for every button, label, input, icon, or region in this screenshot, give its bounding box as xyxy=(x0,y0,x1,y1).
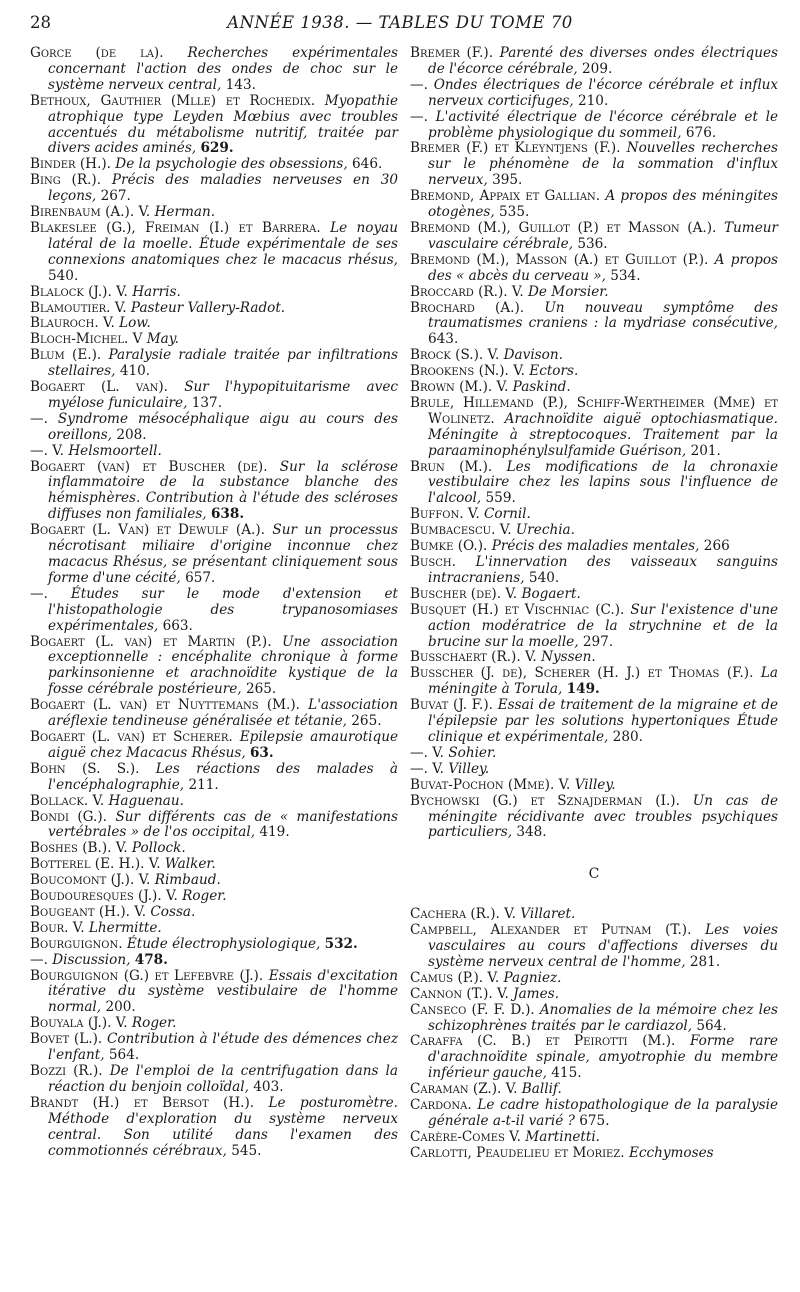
entry-author: —. xyxy=(30,410,48,427)
index-entry xyxy=(410,285,778,301)
entry-title: Essais d'excitation itérative du système vestibulaire de l'homme normal, xyxy=(48,967,398,1016)
page-reference: 410. xyxy=(119,363,151,380)
entry-author: Bovet (L.). xyxy=(30,1031,103,1048)
entry-author: Bumbacescu. V. xyxy=(410,522,512,539)
entry-author: Buffon. V. xyxy=(410,506,480,523)
entry-author: Bychowski (G.) et Sznajderman (I.). xyxy=(410,792,680,809)
entry-title: Villey. xyxy=(448,760,490,777)
index-entry xyxy=(30,905,398,921)
entry-author: Canseco (F. F. D.). xyxy=(410,1001,535,1018)
page-reference: 657. xyxy=(185,569,216,586)
index-entry xyxy=(410,987,778,1003)
index-entry xyxy=(410,1098,778,1130)
entry-title: Essai de traitement de la migraine et de l'épilepsie par les solutions hypertoniques Étude clinique et expérimentale, xyxy=(428,697,778,745)
entry-title: A propos des méningites otogènes, xyxy=(428,188,779,221)
entry-title: Précis des maladies mentales, xyxy=(491,538,700,555)
entry-author: Binder (H.). xyxy=(30,156,111,173)
entry-author: Bogaert (L. van) et Martin (P.). xyxy=(30,633,272,650)
index-entry xyxy=(30,221,398,285)
entry-title: Contribution à l'étude des démences chez l'enfant, xyxy=(48,1031,398,1064)
page-reference: 280. xyxy=(612,728,643,745)
entry-title: Le posturomètre. Méthode d'exploration du système nerveux central. Son utilité dans l'examen des commotionnés cérébraux, xyxy=(48,1094,398,1159)
page-reference: 540. xyxy=(48,267,79,284)
entry-author: Bethoux, Gauthier (Mlle) et Rochedix. xyxy=(30,92,316,109)
page-reference: 643. xyxy=(428,331,459,348)
index-entry xyxy=(410,364,778,380)
entry-author: Bondi (G.). xyxy=(30,808,107,825)
entry-title: De Morsier. xyxy=(528,283,609,300)
entry-title: Rimbaud. xyxy=(154,872,221,889)
entry-author: —. xyxy=(410,76,428,93)
entry-author: Bourguignon (G.) et Lefebvre (J.). xyxy=(30,967,264,984)
entry-title: Sur l'existence d'une action modératrice de la strychnine et de la brucine sur la moelle, xyxy=(428,601,778,650)
page-reference: 210. xyxy=(578,92,609,109)
entry-author: Boshes (B.). V. xyxy=(30,840,128,857)
entry-title: Sur un processus nécrotisant miliaire d'origine inconnue chez macacus Rhésus, se présentant cliniquement sous forme d'une cécité, xyxy=(48,522,398,586)
entry-title: Tumeur vasculaire cérébrale, xyxy=(428,219,778,252)
index-entry xyxy=(410,507,778,523)
entry-author: Bouyala (J.). V. xyxy=(30,1015,128,1032)
entry-title: Walker. xyxy=(164,856,216,873)
entry-title: Une association exceptionnelle : encéphalite chronique à forme parkinsonienne et arachnoïdite kystique de la fosse cérébrale postérieure, xyxy=(48,633,398,698)
entry-title: Parenté des diverses ondes électriques de l'écorce cérébrale, xyxy=(428,45,778,77)
entry-author: Caraffa (C. B.) et Peirotti (M.). xyxy=(410,1033,676,1050)
entry-title: Urechia. xyxy=(515,522,575,539)
index-entry xyxy=(410,460,778,508)
index-entry xyxy=(410,778,778,794)
page-reference: 297. xyxy=(582,633,614,650)
index-entry xyxy=(30,348,398,380)
entry-title: A propos des « abcès du cerveau », xyxy=(428,251,778,284)
right-column xyxy=(410,46,778,1162)
index-entry xyxy=(30,46,398,94)
index-entry xyxy=(30,921,398,937)
page-reference: 137. xyxy=(191,394,223,411)
entry-author: Broccard (R.). V. xyxy=(410,283,524,300)
page-reference: 348. xyxy=(516,824,547,841)
entry-author: Bremer (F.) et Kleyntjens (F.). xyxy=(410,140,621,157)
index-entry xyxy=(30,1016,398,1032)
entry-title: Martinetti. xyxy=(525,1128,601,1145)
index-entry xyxy=(30,1032,398,1064)
index-entry xyxy=(410,1034,778,1082)
entry-title: Lhermitte. xyxy=(88,919,162,936)
entry-author: Buscher (de). V. xyxy=(410,585,518,602)
index-entry xyxy=(30,953,398,969)
index-entry xyxy=(410,762,778,778)
entry-author: Brock (S.). V. xyxy=(410,347,500,364)
index-entry xyxy=(410,587,778,603)
page-reference: 265. xyxy=(245,681,277,698)
entry-title: Un nouveau symptôme des traumatismes craniens : la mydriase consécutive, xyxy=(428,299,778,332)
index-entry xyxy=(410,380,778,396)
page-reference: 208. xyxy=(116,426,147,443)
entry-author: Busschaert (R.). V. xyxy=(410,649,537,666)
entry-author: Bremer (F.). xyxy=(410,45,494,61)
entry-author: Bougeant (H.). V. xyxy=(30,903,147,920)
entry-title: Helsmoortell. xyxy=(68,442,162,459)
entry-author: Carlotti, Peaudelieu et Moriez. xyxy=(410,1144,625,1161)
page-reference: 200. xyxy=(105,999,136,1016)
entry-author: Blakeslee (G.), Freiman (I.) et Barrera. xyxy=(30,219,321,236)
index-entry xyxy=(30,205,398,221)
entry-author: Cachera (R.). V. xyxy=(410,906,516,923)
entry-author: Campbell, Alexander et Putnam (T.). xyxy=(410,922,692,939)
page-reference: 201. xyxy=(690,442,721,459)
index-entry xyxy=(30,523,398,587)
page-reference: 281. xyxy=(689,953,721,970)
page-reference: 63. xyxy=(249,744,274,761)
entry-author: Bumke (O.). xyxy=(410,538,488,555)
index-entry xyxy=(410,253,778,285)
entry-title: Précis des maladies nerveuses en 30 leçons, xyxy=(48,172,399,205)
entry-author: Blum (E.). xyxy=(30,347,102,364)
entry-author: Brandt (H.) et Bersot (H.). xyxy=(30,1094,255,1111)
page-reference: 149. xyxy=(566,681,600,698)
entry-author: Bing (R.). xyxy=(30,172,102,189)
entry-author: Brun (M.). xyxy=(410,458,493,475)
page-reference: 266 xyxy=(703,538,730,555)
entry-author: Boudouresques (J.). V. xyxy=(30,888,178,905)
page-reference: 545. xyxy=(231,1142,262,1159)
page-reference: 540. xyxy=(528,569,560,586)
entry-title: Nyssen. xyxy=(541,649,596,666)
index-entry xyxy=(410,539,778,555)
entry-title: Sur l'hypopituitarisme avec myélose funiculaire, xyxy=(48,379,399,411)
index-entry xyxy=(30,301,398,317)
page-reference: 675. xyxy=(579,1113,610,1129)
entry-author: —. xyxy=(410,108,428,125)
index-entry xyxy=(410,923,778,971)
entry-title: Anomalies de la mémoire chez les schizophrènes traités par le cardiazol, xyxy=(428,1001,778,1034)
page-reference: 209. xyxy=(582,60,613,77)
entry-title: Ecchymoses xyxy=(628,1144,714,1161)
entry-author: Bremond (M.), Masson (A.) et Guillot (P.). xyxy=(410,251,709,268)
entry-title: L'activité électrique de l'écorce cérébrale et le problème physiologique du sommeil, xyxy=(428,108,778,141)
index-entry xyxy=(30,332,398,348)
entry-author: Birenbaum (A.). V. xyxy=(30,204,151,221)
entry-title: Roger. xyxy=(131,1015,177,1032)
index-entry xyxy=(30,841,398,857)
entry-title: La méningite à Torula, xyxy=(428,665,778,698)
index-entry xyxy=(410,348,778,364)
entry-author: Busch. xyxy=(410,554,456,570)
entry-author: Bremond, Appaix et Gallian. xyxy=(410,188,601,205)
index-entry xyxy=(30,1096,398,1160)
entry-title: Forme rare d'arachnoïdite spinale, amyotrophie du membre inférieur gauche, xyxy=(428,1033,778,1082)
index-entry xyxy=(410,666,778,698)
index-entry xyxy=(30,460,398,524)
entry-title: Sur différents cas de « manifestations vertébrales » de l'os occipital, xyxy=(48,808,398,841)
index-entry xyxy=(30,1064,398,1096)
entry-author: —. xyxy=(30,951,48,968)
entry-author: Blalock (J.). V. xyxy=(30,283,128,300)
index-entry xyxy=(410,301,778,349)
entry-author: Bloch-Michel. V xyxy=(30,331,143,348)
entry-title: Pagniez. xyxy=(503,969,562,986)
entry-title: Paskind. xyxy=(512,379,571,396)
index-entry xyxy=(30,94,398,158)
entry-author: Cardona. xyxy=(410,1097,472,1114)
entry-author: Bogaert (van) et Buscher (de). xyxy=(30,458,268,475)
entry-title: De l'emploi de la centrifugation dans la réaction du benjoin colloïdal, xyxy=(48,1063,398,1095)
page-reference: 646. xyxy=(352,156,383,173)
left-column xyxy=(30,46,398,1159)
entry-title: May. xyxy=(146,331,179,348)
index-entry xyxy=(30,587,398,635)
entry-title: Les réactions des malades à l'encéphalographie, xyxy=(48,760,398,793)
entry-title: Paralysie radiale traitée par infiltrations stellaires, xyxy=(48,347,399,380)
index-entry xyxy=(30,794,398,810)
entry-title: Le noyau latéral de la moelle. Étude expérimentale de ses connexions anatomiques chez le macacus rhésus, xyxy=(48,219,399,268)
index-entry xyxy=(410,189,778,221)
index-entry xyxy=(410,221,778,253)
entry-title: Ectors. xyxy=(529,363,579,380)
index-entry xyxy=(30,380,398,412)
index-entry xyxy=(410,1130,778,1146)
entry-title: Le cadre histopathologique de la paralysie générale a-t-il varié ? xyxy=(428,1097,778,1129)
entry-title: Roger. xyxy=(182,888,227,905)
page-reference: 478. xyxy=(134,951,168,968)
entry-title: Ballif. xyxy=(521,1081,562,1098)
entry-title: Cossa. xyxy=(150,903,196,920)
entry-author: Bogaert (L. Van) et Dewulf (A.). xyxy=(30,522,265,539)
entry-title: Pasteur Vallery-Radot. xyxy=(130,299,286,316)
index-entry xyxy=(410,396,778,460)
index-entry xyxy=(410,46,778,78)
entry-title: Bogaert. xyxy=(521,585,581,602)
index-entry xyxy=(30,857,398,873)
entry-title: Les voies vasculaires au cours d'affections diverses du système nerveux central de l'homme, xyxy=(428,922,778,970)
entry-title: Arachnoïdite aiguë optochiasmatique. Méningite à streptocoques. Traitement par la paraaminophénylsulfamide Guérison, xyxy=(428,410,779,459)
entry-author: Bogaert (L. van) et Scherer. xyxy=(30,728,233,745)
page-reference: 629. xyxy=(200,140,234,157)
entry-title: Les modifications de la chronaxie vestibulaire chez les lapins sous l'influence de l'alcool, xyxy=(428,458,779,507)
entry-title: Davison. xyxy=(503,347,563,364)
entry-author: Caraman (Z.). V. xyxy=(410,1081,518,1098)
entry-author: Bourguignon. xyxy=(30,935,123,952)
index-entry xyxy=(410,650,778,666)
entry-title: Low. xyxy=(119,315,151,332)
entry-title: Villaret. xyxy=(520,906,576,923)
entry-title: Villey. xyxy=(574,776,616,793)
entry-author: —. V. xyxy=(410,744,444,761)
entry-author: Bollack. V. xyxy=(30,792,105,809)
entry-author: Bohn (S. S.). xyxy=(30,760,140,777)
page-reference: 564. xyxy=(696,1017,727,1034)
index-entry xyxy=(30,635,398,699)
entry-title: Pollock. xyxy=(131,840,186,857)
page-header xyxy=(30,10,770,36)
page-reference: 143. xyxy=(225,76,256,93)
entry-title: Syndrome mésocéphalique aigu au cours des oreillons, xyxy=(48,410,398,443)
index-entry xyxy=(410,1082,778,1098)
index-entry xyxy=(30,285,398,301)
entry-title: Étude électrophysiologique, xyxy=(126,935,321,952)
page-reference: 559. xyxy=(485,490,516,507)
index-entry xyxy=(30,730,398,762)
entry-author: Brown (M.). V. xyxy=(410,379,509,396)
index-entry xyxy=(410,555,778,587)
index-entry xyxy=(30,316,398,332)
entry-author: —. xyxy=(30,585,48,602)
index-entry xyxy=(410,698,778,746)
entry-title: Nouvelles recherches sur le phénomène de la sommation d'influx nerveux, xyxy=(428,140,778,189)
entry-author: —. V. xyxy=(410,760,444,777)
index-entry xyxy=(30,873,398,889)
entry-author: Busscher (J. de), Scherer (H. J.) et Thomas (F.). xyxy=(410,665,754,682)
page-reference: 676. xyxy=(685,124,717,141)
page-reference: 638. xyxy=(210,506,245,523)
page-reference: 403. xyxy=(253,1078,284,1095)
index-entry xyxy=(30,889,398,905)
entry-author: Carère-Comes V. xyxy=(410,1128,521,1145)
entry-title: Haguenau. xyxy=(108,792,184,809)
index-entry xyxy=(410,110,778,142)
page-reference: 534. xyxy=(610,267,641,284)
entry-author: Bogaert (L. van). xyxy=(30,379,168,396)
entry-title: Herman. xyxy=(154,204,216,221)
page-reference: 535. xyxy=(499,204,530,221)
entry-author: Blamoutier. V. xyxy=(30,299,127,316)
entry-title: L'innervation des vaisseaux sanguins intracraniens, xyxy=(428,554,778,586)
index-entry xyxy=(30,173,398,205)
entry-title: James. xyxy=(513,985,559,1002)
index-entry xyxy=(410,971,778,987)
entry-author: Cannon (T.). V. xyxy=(410,985,509,1002)
entry-author: Bour. V. xyxy=(30,919,85,936)
entry-title: De la psychologie des obsessions, xyxy=(115,156,348,173)
page-reference: 536. xyxy=(577,235,608,252)
entry-author: Bozzi (R.). xyxy=(30,1063,103,1079)
entry-title: Epilepsie amaurotique aiguë chez Macacus Rhésus, xyxy=(48,728,398,761)
entry-title: Recherches expérimentales concernant l'action des ondes de choc sur le système nerveux central, xyxy=(48,45,398,93)
entry-author: —. V. xyxy=(30,442,64,459)
entry-author: Blauroch. V. xyxy=(30,315,115,332)
entry-title: Myopathie atrophique type Leyden Mœbius avec troubles accentués du métabolisme nutritif, traitée par divers acides aminés, xyxy=(48,92,398,157)
index-entry xyxy=(30,937,398,953)
index-entry xyxy=(410,1146,778,1162)
page-reference: 564. xyxy=(108,1047,140,1064)
index-entry xyxy=(410,746,778,762)
index-entry xyxy=(30,444,398,460)
index-entry xyxy=(30,698,398,730)
index-entry xyxy=(410,603,778,651)
entry-author: Brule, Hillemand (P.), Schiff-Wertheimer (Mme) et Wolinetz. xyxy=(410,394,778,427)
entry-author: Brookens (N.). V. xyxy=(410,363,525,380)
entry-title: L'association aréflexie tendineuse généralisée et tétanie, xyxy=(48,697,398,730)
page-reference: 265. xyxy=(351,713,382,730)
index-entry xyxy=(410,907,778,923)
page-reference: 395. xyxy=(492,172,523,189)
index-entry xyxy=(410,78,778,110)
entry-title: Discussion, xyxy=(52,951,131,968)
entry-author: Boucomont (J.). V. xyxy=(30,872,151,889)
index-entry xyxy=(30,810,398,842)
entry-author: Brochard (A.). xyxy=(410,299,525,316)
entry-author: Camus (P.). V. xyxy=(410,969,500,986)
index-entry xyxy=(410,1003,778,1035)
entry-author: Busquet (H.) et Vischniac (C.). xyxy=(410,601,625,618)
page-reference: 532. xyxy=(324,935,358,952)
entry-title: Études sur le mode d'extension et l'histopathologie des trypanosomiases expérimentales, xyxy=(48,585,398,634)
entry-author: Gorce (de la). xyxy=(30,45,164,61)
page-number: 28 xyxy=(30,13,51,32)
entry-author: Buvat (J. F.). xyxy=(410,697,494,714)
page-reference: 415. xyxy=(551,1065,582,1082)
index-entry xyxy=(30,412,398,444)
index-entry xyxy=(30,762,398,794)
page-reference: 267. xyxy=(100,188,131,205)
entry-author: Bremond (M.), Guillot (P.) et Masson (A.). xyxy=(410,219,717,236)
index-entry xyxy=(30,969,398,1017)
page-reference: 663. xyxy=(162,617,193,634)
running-title: ANNÉE 1938. — TABLES DU TOME 70 xyxy=(227,13,573,32)
entry-title: Ondes électriques de l'écorce cérébrale et influx nerveux corticifuges, xyxy=(428,76,778,109)
entry-author: Botterel (E. H.). V. xyxy=(30,856,161,873)
entry-author: Bogaert (L. van) et Nuyttemans (M.). xyxy=(30,697,300,714)
entry-title: Cornil. xyxy=(483,506,531,523)
index-entry xyxy=(30,157,398,173)
entry-title: Un cas de méningite récidivante avec troubles psychiques particuliers, xyxy=(428,792,779,841)
entry-title: Sur la sclérose inflammatoire de la substance blanche des hémisphères. Contribution à l'étude des scléroses diffuses non familiales, xyxy=(48,458,398,523)
page-reference: 211. xyxy=(188,776,219,793)
index-entry xyxy=(410,523,778,539)
page-reference: 419. xyxy=(259,824,290,841)
entry-title: Harris. xyxy=(132,283,181,300)
entry-title: Sohier. xyxy=(448,744,497,761)
index-entry xyxy=(410,794,778,842)
section-letter: C xyxy=(588,866,600,883)
index-entry xyxy=(410,141,778,189)
entry-author: Buvat-Pochon (Mme). V. xyxy=(410,776,571,793)
